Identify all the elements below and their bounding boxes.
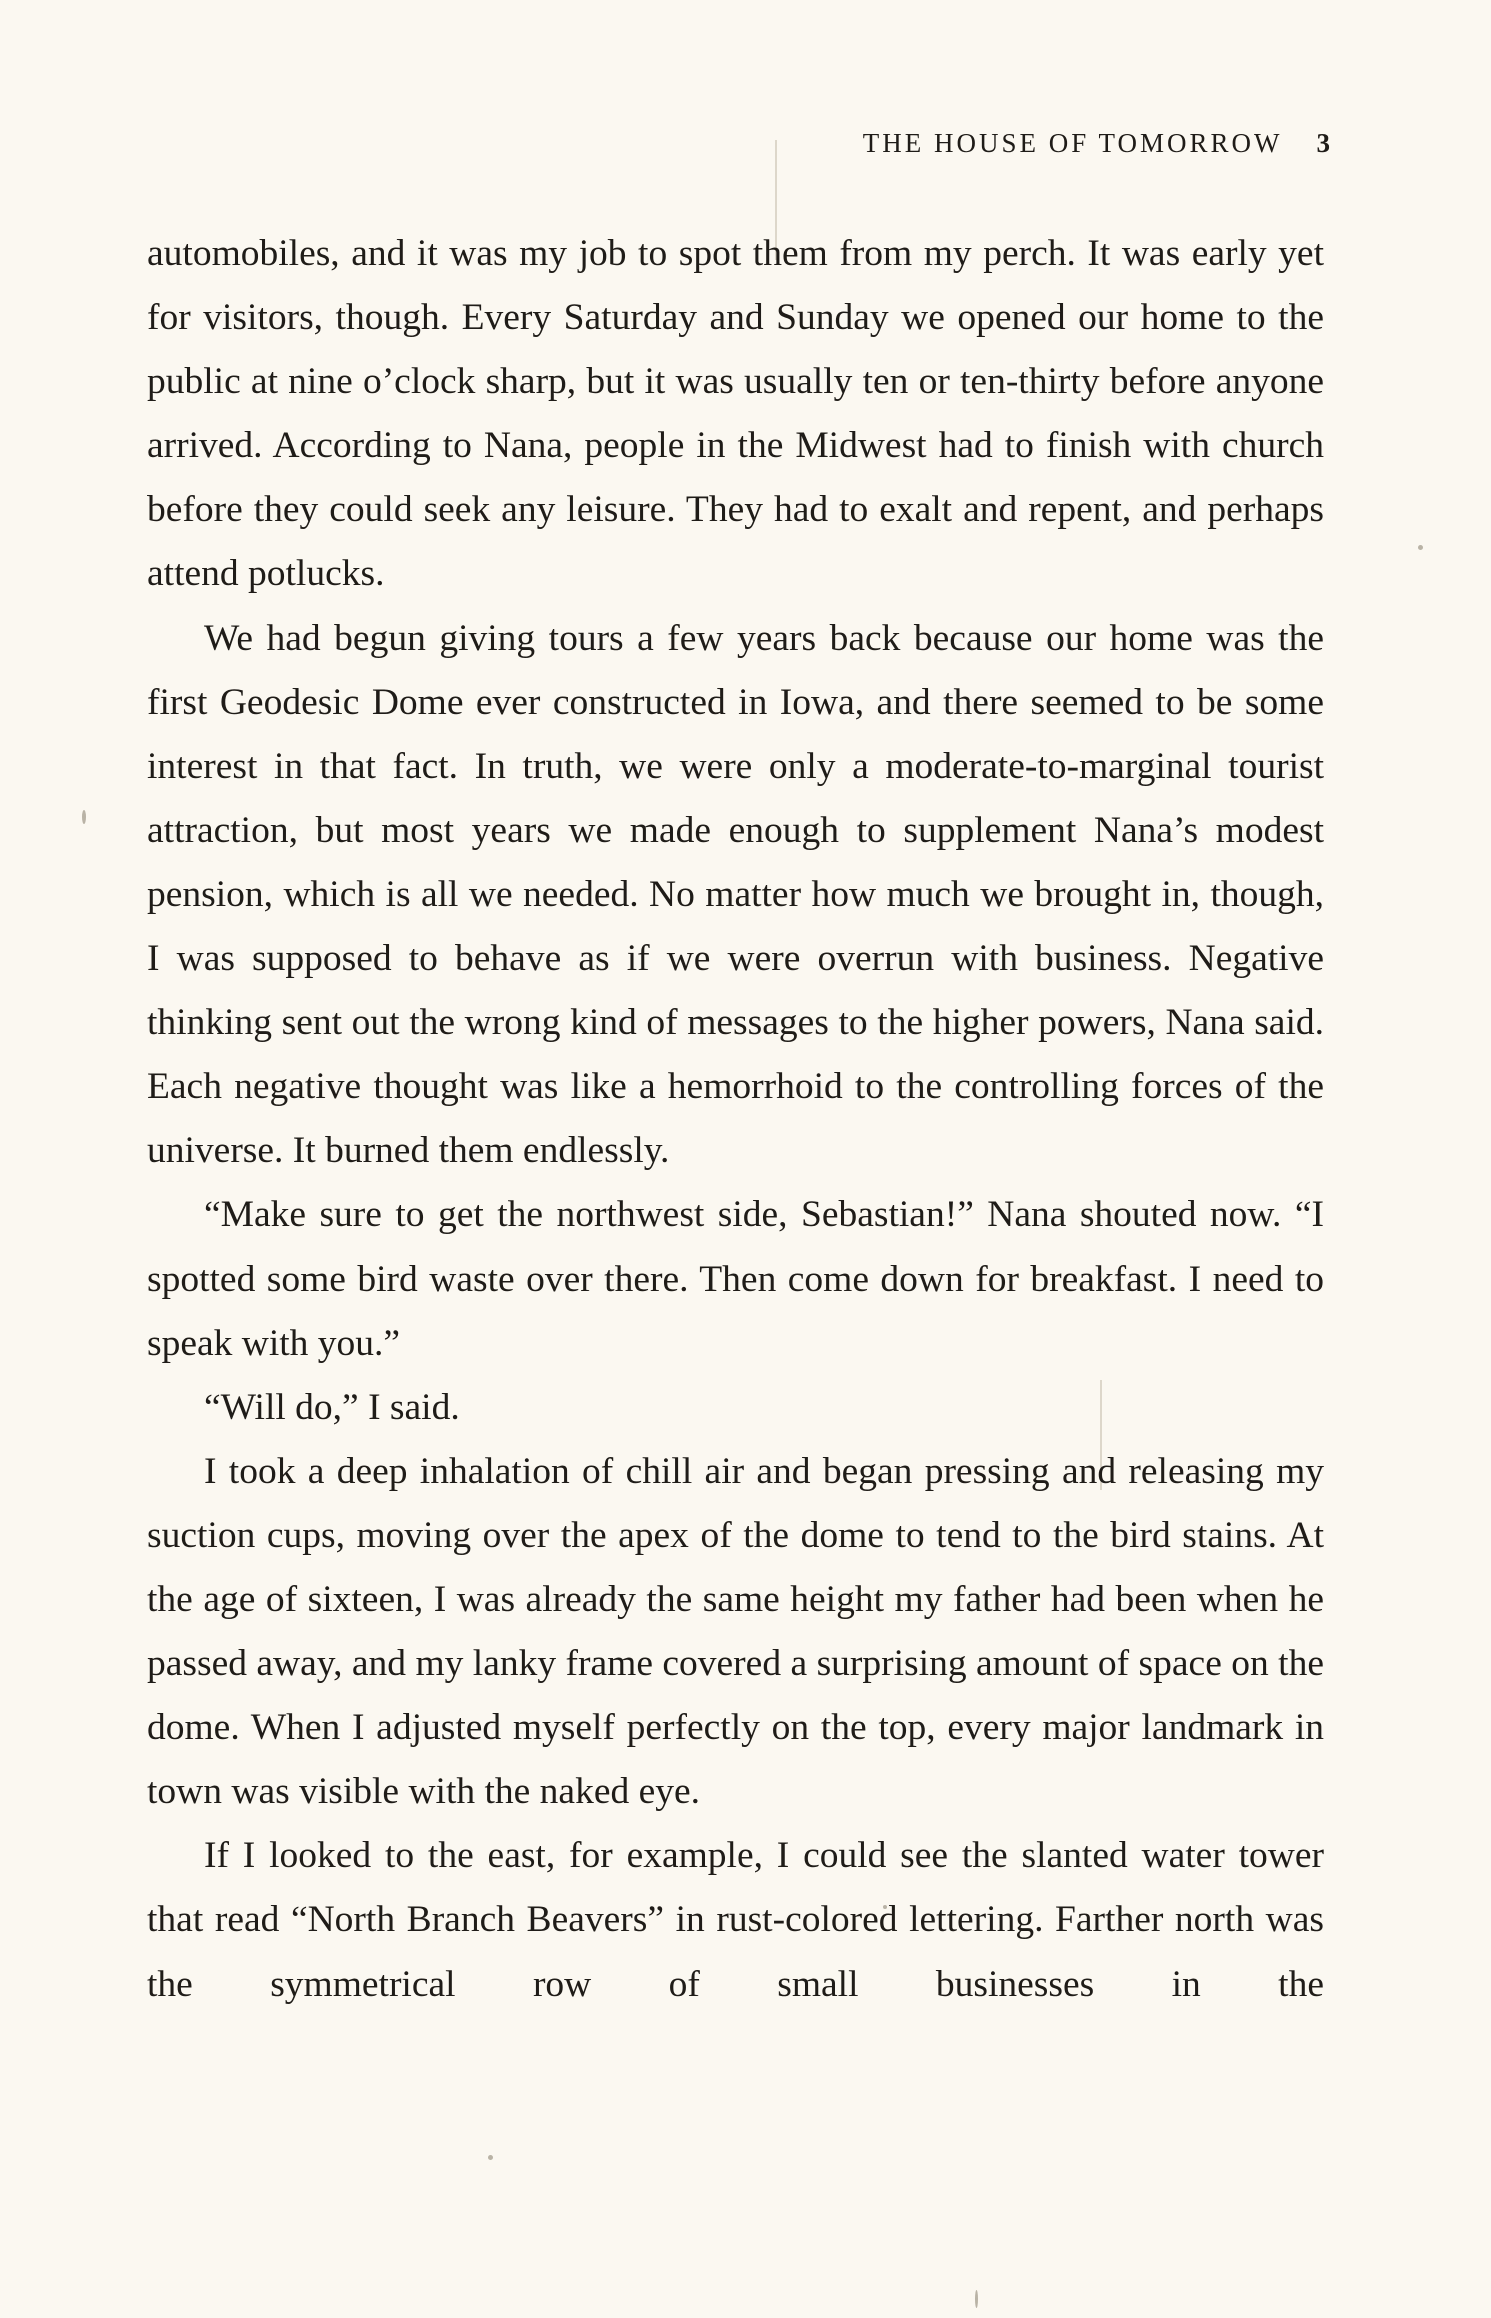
body-text: [147, 222, 1324, 2017]
paper-speck: [1418, 545, 1423, 550]
paper-speck: [82, 810, 86, 824]
paragraph: “Will do,” I said.: [204, 1386, 460, 1428]
paragraph: automobiles, and it was my job to spot them from my perch. It was early yet for visitors, though. Every Saturday and Sunday we opened our home to the public at nine o’clock sharp, but it was usually ten or ten-thirty before anyone arrived. According to Nana, people in the Midwest had to finish with church before they could seek any leisure. They had to exalt and repent, and perhaps attend potlucks.: [147, 233, 1324, 595]
paragraph: I took a deep inhalation of chill air and began pressing and releasing my suction cups, moving over the apex of the dome to tend to the bird stains. At the age of sixteen, I was already the same height my father had been when he passed away, and my lanky frame covered a surprising amount of space on the dome. When I adjusted myself perfectly on the top, every major landmark in town was visible with the naked eye.: [147, 1450, 1324, 1813]
paragraph: “Make sure to get the northwest side, Sebastian!” Nana shouted now. “I spotted some bird waste over there. Then come down for breakfast. I need to speak with you.”: [147, 1194, 1324, 1364]
paper-speck: [975, 2290, 978, 2308]
paper-speck: [488, 2155, 493, 2160]
page-number: 3: [1316, 128, 1330, 158]
running-head-title: THE HOUSE OF TOMORROW: [862, 128, 1283, 158]
paragraph: If I looked to the east, for example, I could see the slanted water tower that read “North Branch Beavers” in rust-colored lettering. Farther north was the symmetrical row of small businesses in the: [147, 1835, 1324, 2005]
running-head: [640, 126, 1330, 160]
paragraph: We had begun giving tours a few years back because our home was the first Geodesic Dome ever constructed in Iowa, and there seemed to be some interest in that fact. In truth, we were only a moderate-to-marginal tourist attraction, but most years we made enough to supplement Nana’s modest pension, which is all we needed. No matter how much we brought in, though, I was supposed to behave as if we were overrun with business. Negative thinking sent out the wrong kind of messages to the higher powers, Nana said. Each negative thought was like a hemorrhoid to the controlling forces of the universe. It burned them endlessly.: [147, 617, 1324, 1172]
